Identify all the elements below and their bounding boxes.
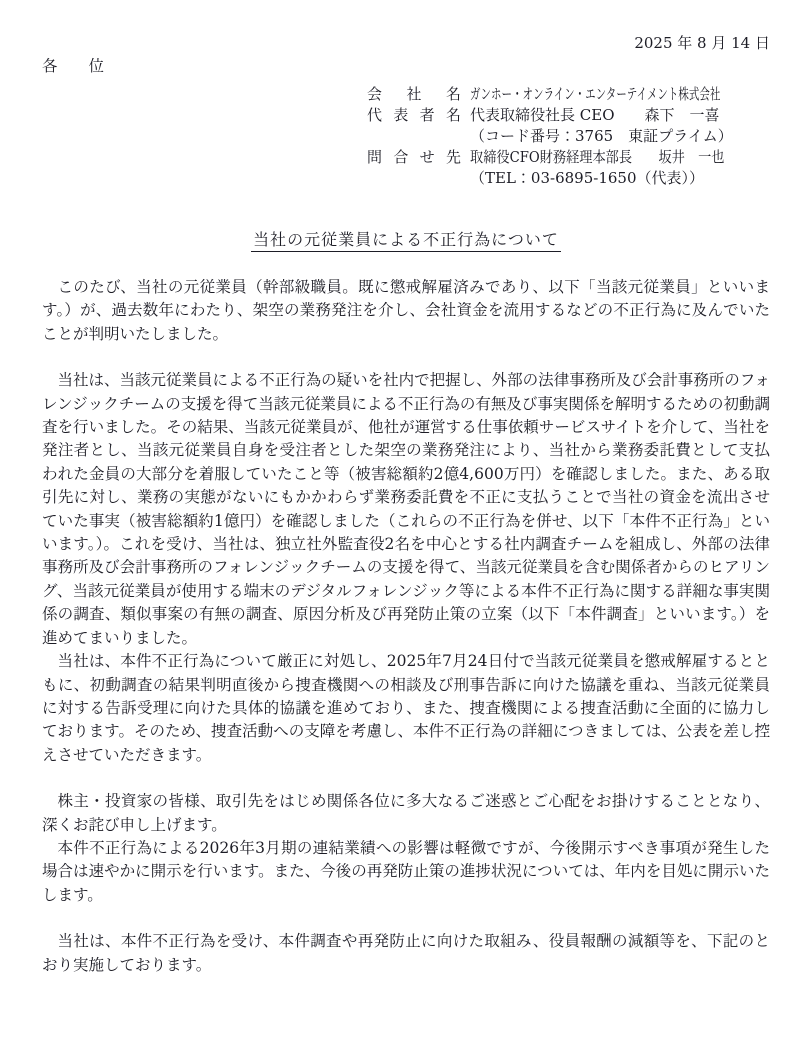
title-row (42, 227, 770, 250)
tel-row (367, 168, 770, 189)
contact-row (367, 147, 770, 168)
salutation-text: 各 位 (42, 57, 105, 75)
company-info-block (367, 84, 770, 189)
representative-label: 代表者名 (367, 106, 461, 124)
body-paragraph-5: 本件不正行為による2026年3月期の連結業績への影響は軽微ですが、今後開示すべき事項が発生した場合は速やかに開示を行います。また、今後の再発防止策の進捗状況については、年内を目処に開示いたします。 (42, 838, 770, 904)
tel-line: （TEL：03-6895-1650（代表）） (470, 169, 704, 187)
empty-label-cell (367, 126, 461, 147)
body-paragraph-3: 当社は、本件不正行為について厳正に対処し、2025年7月24日付で当該元従業員を懲戒解雇するとともに、初動調査の結果判明直後から捜査機関への相談及び刑事告訴に向けた協議を重ね、当該元従業員に対する告訴受理に向けた具体的協議を進めており、また、捜査機関による捜査活動に全面的に協力しております。そのため、捜査活動への支障を考慮し、本件不正行為の詳細につきましては、公表を差し控えさせていただきます。 (42, 652, 770, 764)
document-body (42, 276, 770, 977)
body-paragraph-1: このたび、当社の元従業員（幹部級職員。既に懲戒解雇済みであり、以下「当該元従業員」といいます。）が、過去数年にわたり、架空の業務発注を介し、会社資金を流用するなどの不正行為に及んでいたことが判明いたしました。 (42, 278, 770, 343)
body-paragraph-6: 当社は、本件不正行為を受け、本件調査や再発防止に向けた取組み、役員報酬の減額等を、下記のとおり実施しております。 (42, 932, 770, 974)
representative-row (367, 105, 770, 126)
stock-code-line: （コード番号：3765 東証プライム） (470, 127, 733, 145)
empty-label-cell (367, 168, 461, 189)
stock-code-row (367, 126, 770, 147)
document-title: 当社の元従業員による不正行為について (251, 230, 561, 252)
date-text: 2025 年 8 月 14 日 (634, 34, 770, 52)
company-name-label: 会社名 (367, 85, 461, 103)
representative-value: 代表取締役社長 CEO 森下 一喜 (470, 106, 720, 124)
company-name-value: ガンホー・オンライン・エンターテイメント株式会社 (470, 85, 721, 103)
body-paragraph-4: 株主・投資家の皆様、取引先をはじめ関係各位に多大なるご迷惑とご心配をお掛けすることとなり、深くお詫び申し上げます。 (42, 792, 770, 834)
contact-label: 問合せ先 (367, 148, 461, 166)
contact-value: 取締役CFO財務経理本部長 坂井 一也 (470, 148, 725, 166)
company-name-row (367, 84, 770, 105)
body-paragraph-2: 当社は、当該元従業員による不正行為の疑いを社内で把握し、外部の法律事務所及び会計事務所のフォレンジックチームの支援を得て当該元従業員による不正行為の有無及び事実関係を解明するための初動調査を行いました。その結果、当該元従業員が、他社が運営する仕事依頼サービスサイトを介して、当社を発注者とし、当該元従業員自身を受注者とした架空の業務発注により、当社から業務委託費として支払われた金員の大部分を着服していたこと等（被害総額約2億4,600万円）を確認しました。また、ある取引先に対し、業務の実態がないにもかかわらず業務委託費を不正に支払うことで当社の資金を流出させていた事実（被害総額約1億円）を確認しました（これらの不正行為を併せ、以下「本件不正行為」といいます。）。これを受け、当社は、独立社外監査役2名を中心とする社内調査チームを組成し、外部の法律事務所及び会計事務所のフォレンジックチームの支援を得て、当該元従業員を含む関係者からのヒアリング、当該元従業員が使用する端末のデジタルフォレンジック等による本件不正行為に関する詳細な事実関係の調査、類似事案の有無の調査、原因分析及び再発防止策の立案（以下「本件調査」といいます。）を進めてまいりました。 (42, 371, 770, 647)
